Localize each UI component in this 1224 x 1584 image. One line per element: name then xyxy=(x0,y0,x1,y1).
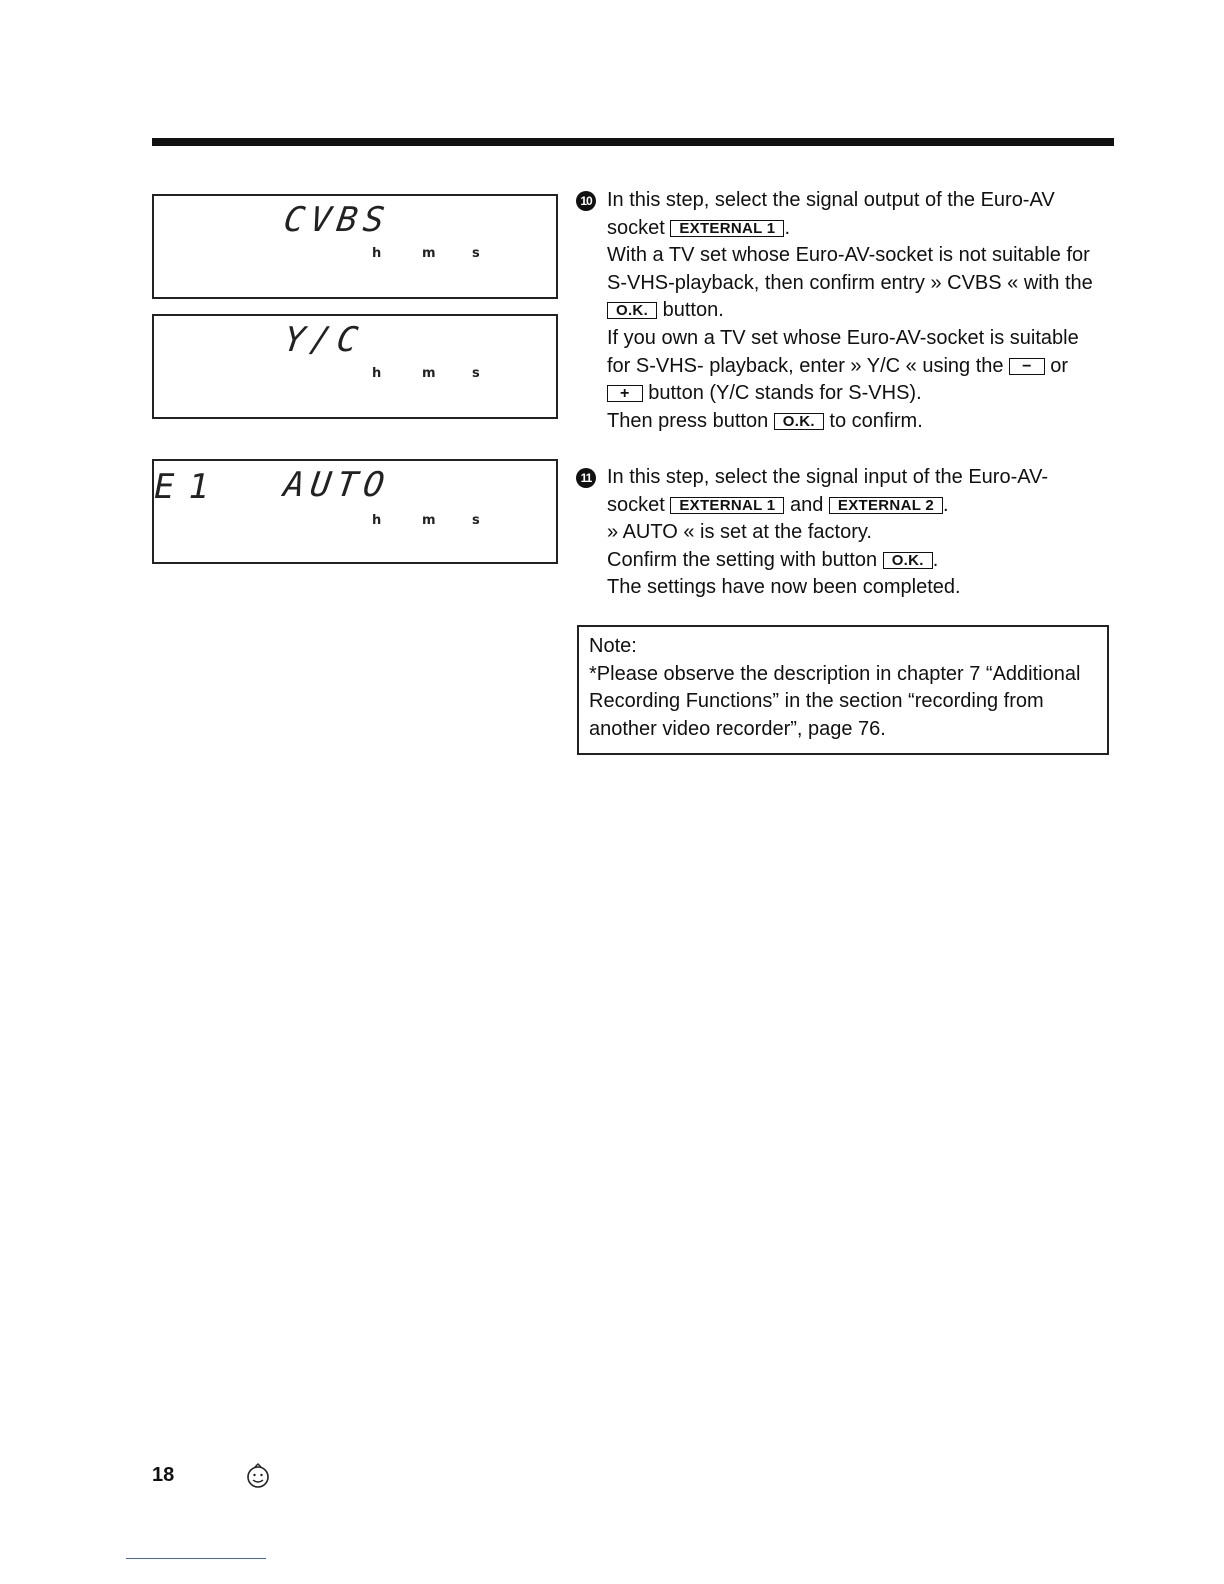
note-line: Recording Functions” in the section “recording from xyxy=(589,690,1044,713)
lcd-main-text: Y/C xyxy=(281,320,367,360)
bottom-rule xyxy=(126,1558,266,1559)
lcd-units: h m s xyxy=(372,513,480,528)
top-rule xyxy=(152,138,1114,146)
plus-key: + xyxy=(607,385,643,402)
note-line: another video recorder”, page 76. xyxy=(589,717,886,740)
step-10: 10 In this step, select the signal output of the Euro-AV socket EXTERNAL 1 . With a TV set whose Euro-AV-socket is not suitable for S-VHS-playback, then confirm entry » CVBS « with the O.K. button. If you own a TV set whose Euro-AV-socket is suitable for S-VHS- playback, enter » Y/C « using the − or + button (Y/C stands for S-VHS). Then press button O.K. to confirm. xyxy=(576,187,1116,435)
ok-key: O.K. xyxy=(607,302,657,319)
step-11: 11 In this step, select the signal input of the Euro-AV- socket EXTERNAL 1 and EXTERNAL 2 . » AUTO « is set at the factory. Confirm the setting with button O.K. . The settings have now been completed. xyxy=(576,464,1116,602)
language-smiley-icon xyxy=(244,1462,272,1490)
external-2-key: EXTERNAL 2 xyxy=(829,497,943,514)
ok-key: O.K. xyxy=(774,413,824,430)
external-1-key: EXTERNAL 1 xyxy=(670,497,784,514)
lcd-main-text: AUTO xyxy=(281,465,393,505)
lcd-units: h m s xyxy=(372,366,480,381)
step-number-badge: 10 xyxy=(576,191,596,211)
lcd-prefix-text: E1 xyxy=(154,467,223,507)
lcd-display-cvbs xyxy=(152,194,558,299)
note-box xyxy=(577,625,1109,755)
lcd-main-text: CVBS xyxy=(281,200,393,240)
step-number-badge: 11 xyxy=(576,468,596,488)
minus-key: − xyxy=(1009,358,1045,375)
ok-key: O.K. xyxy=(883,552,933,569)
lcd-units: h m s xyxy=(372,246,480,261)
lcd-display-auto xyxy=(152,459,558,564)
external-1-key: EXTERNAL 1 xyxy=(670,220,784,237)
page-number: 18 xyxy=(152,1464,175,1486)
note-title: Note: xyxy=(589,635,637,657)
lcd-display-yc xyxy=(152,314,558,419)
note-line: *Please observe the description in chapter 7 “Additional xyxy=(589,662,1081,685)
